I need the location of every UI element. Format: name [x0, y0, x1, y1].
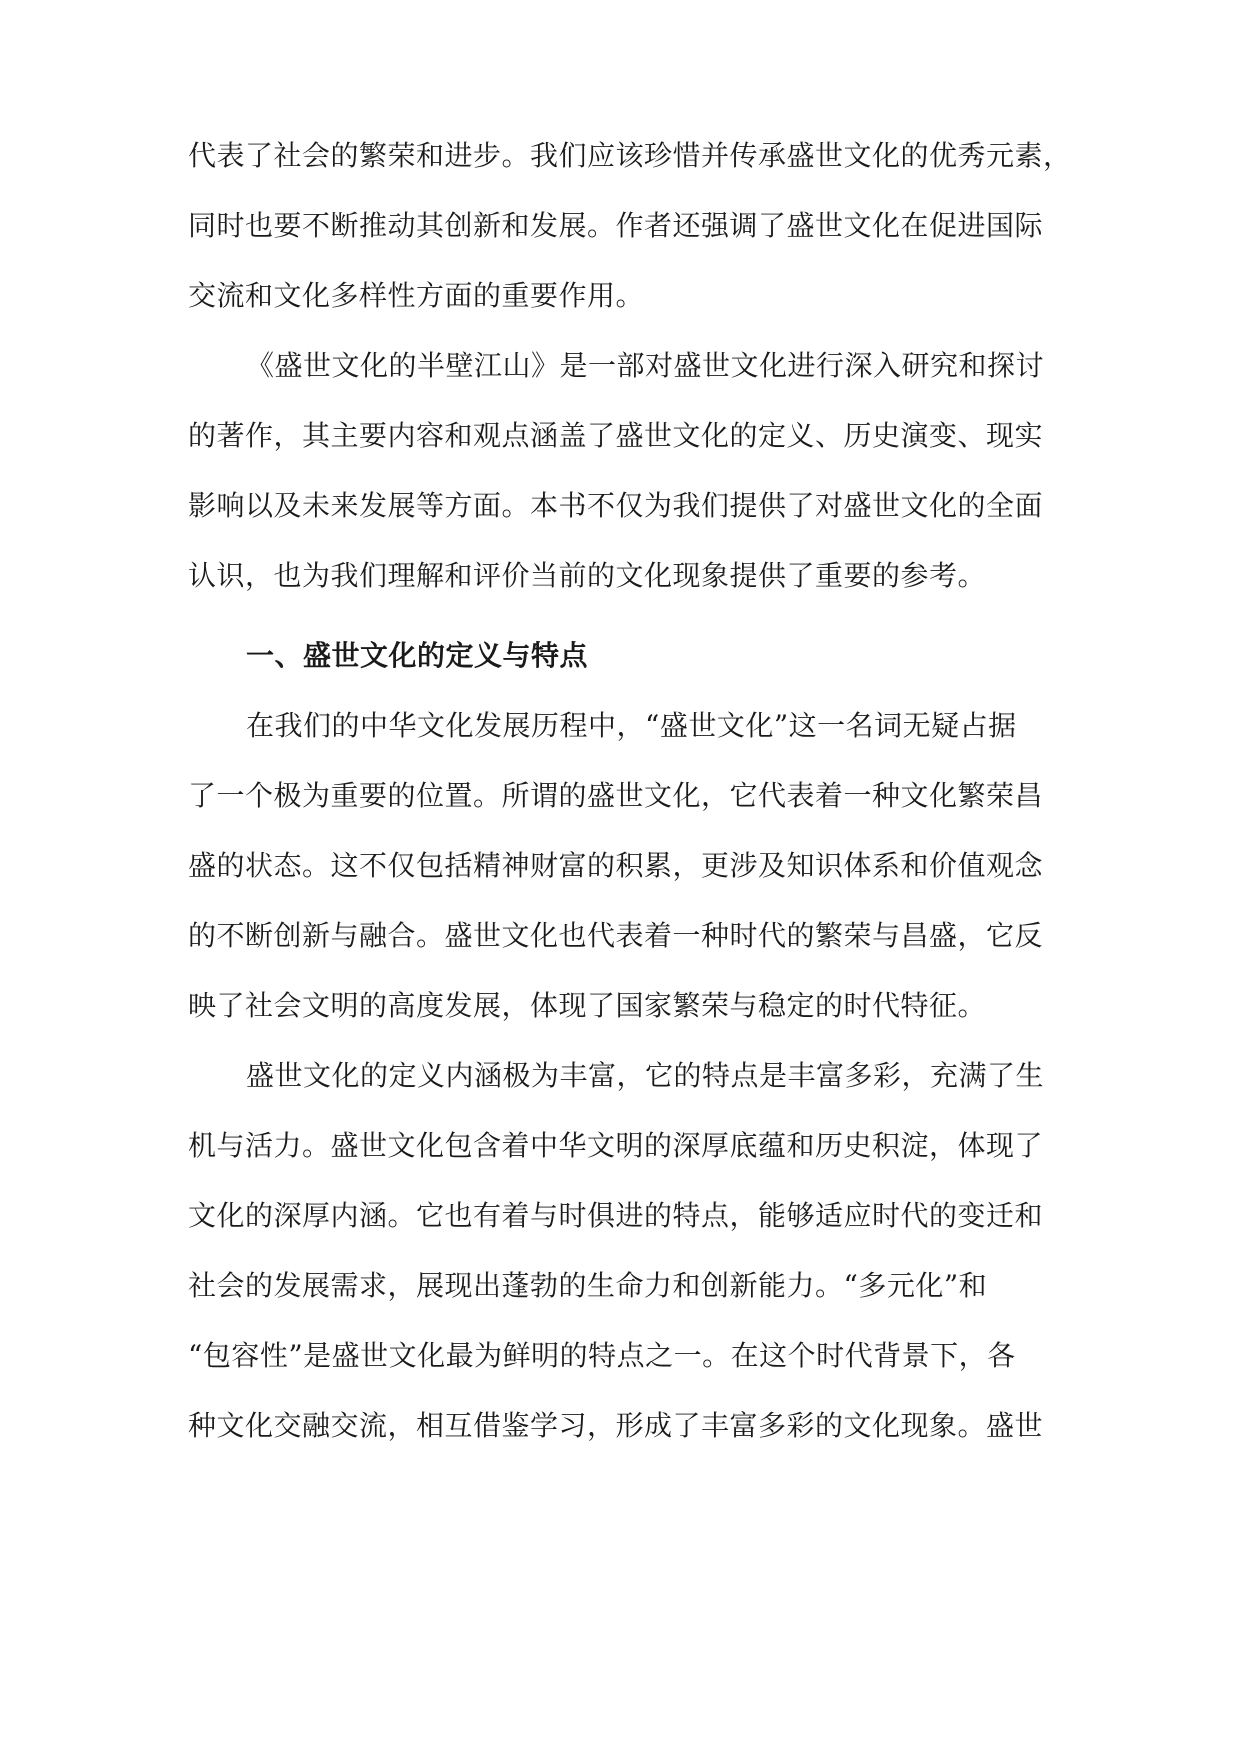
- paragraph-2-line-2: 的著作，其主要内容和观点涵盖了盛世文化的定义、历史演变、现实: [188, 419, 1044, 452]
- paragraph-3-line-5: 映了社会文明的高度发展，体现了国家繁荣与稳定的时代特征。: [188, 989, 987, 1022]
- paragraph-4-line-6: 种文化交融交流，相互借鉴学习，形成了丰富多彩的文化现象。盛世: [188, 1409, 1044, 1442]
- section-heading: 一、盛世文化的定义与特点: [246, 639, 589, 672]
- paragraph-3-line-2: 了一个极为重要的位置。所谓的盛世文化，它代表着一种文化繁荣昌: [188, 779, 1044, 812]
- paragraph-1-line-3: 交流和文化多样性方面的重要作用。: [188, 279, 645, 312]
- paragraph-4-line-2: 机与活力。盛世文化包含着中华文明的深厚底蕴和历史积淀，体现了: [188, 1129, 1044, 1162]
- paragraph-1-line-1: 代表了社会的繁荣和进步。我们应该珍惜并传承盛世文化的优秀元素，: [188, 139, 1072, 172]
- paragraph-3-line-1: 在我们的中华文化发展历程中，“盛世文化”这一名词无疑占据: [246, 709, 1017, 742]
- paragraph-3-line-3: 盛的状态。这不仅包括精神财富的积累，更涉及知识体系和价值观念: [188, 849, 1044, 882]
- paragraph-4-line-1: 盛世文化的定义内涵极为丰富，它的特点是丰富多彩，充满了生: [246, 1059, 1045, 1092]
- paragraph-2-line-4: 认识，也为我们理解和评价当前的文化现象提供了重要的参考。: [188, 559, 987, 592]
- paragraph-4-line-3: 文化的深厚内涵。它也有着与时俱进的特点，能够适应时代的变迁和: [188, 1199, 1044, 1232]
- paragraph-1-line-2: 同时也要不断推动其创新和发展。作者还强调了盛世文化在促进国际: [188, 209, 1044, 242]
- paragraph-3-line-4: 的不断创新与融合。盛世文化也代表着一种时代的繁荣与昌盛，它反: [188, 919, 1044, 952]
- paragraph-4-line-4: 社会的发展需求，展现出蓬勃的生命力和创新能力。“多元化”和: [188, 1269, 988, 1302]
- paragraph-2-line-1: 《盛世文化的半壁江山》是一部对盛世文化进行深入研究和探讨: [246, 349, 1045, 382]
- paragraph-4-line-5: “包容性”是盛世文化最为鲜明的特点之一。在这个时代背景下，各: [188, 1339, 1016, 1372]
- paragraph-2-line-3: 影响以及未来发展等方面。本书不仅为我们提供了对盛世文化的全面: [188, 489, 1044, 522]
